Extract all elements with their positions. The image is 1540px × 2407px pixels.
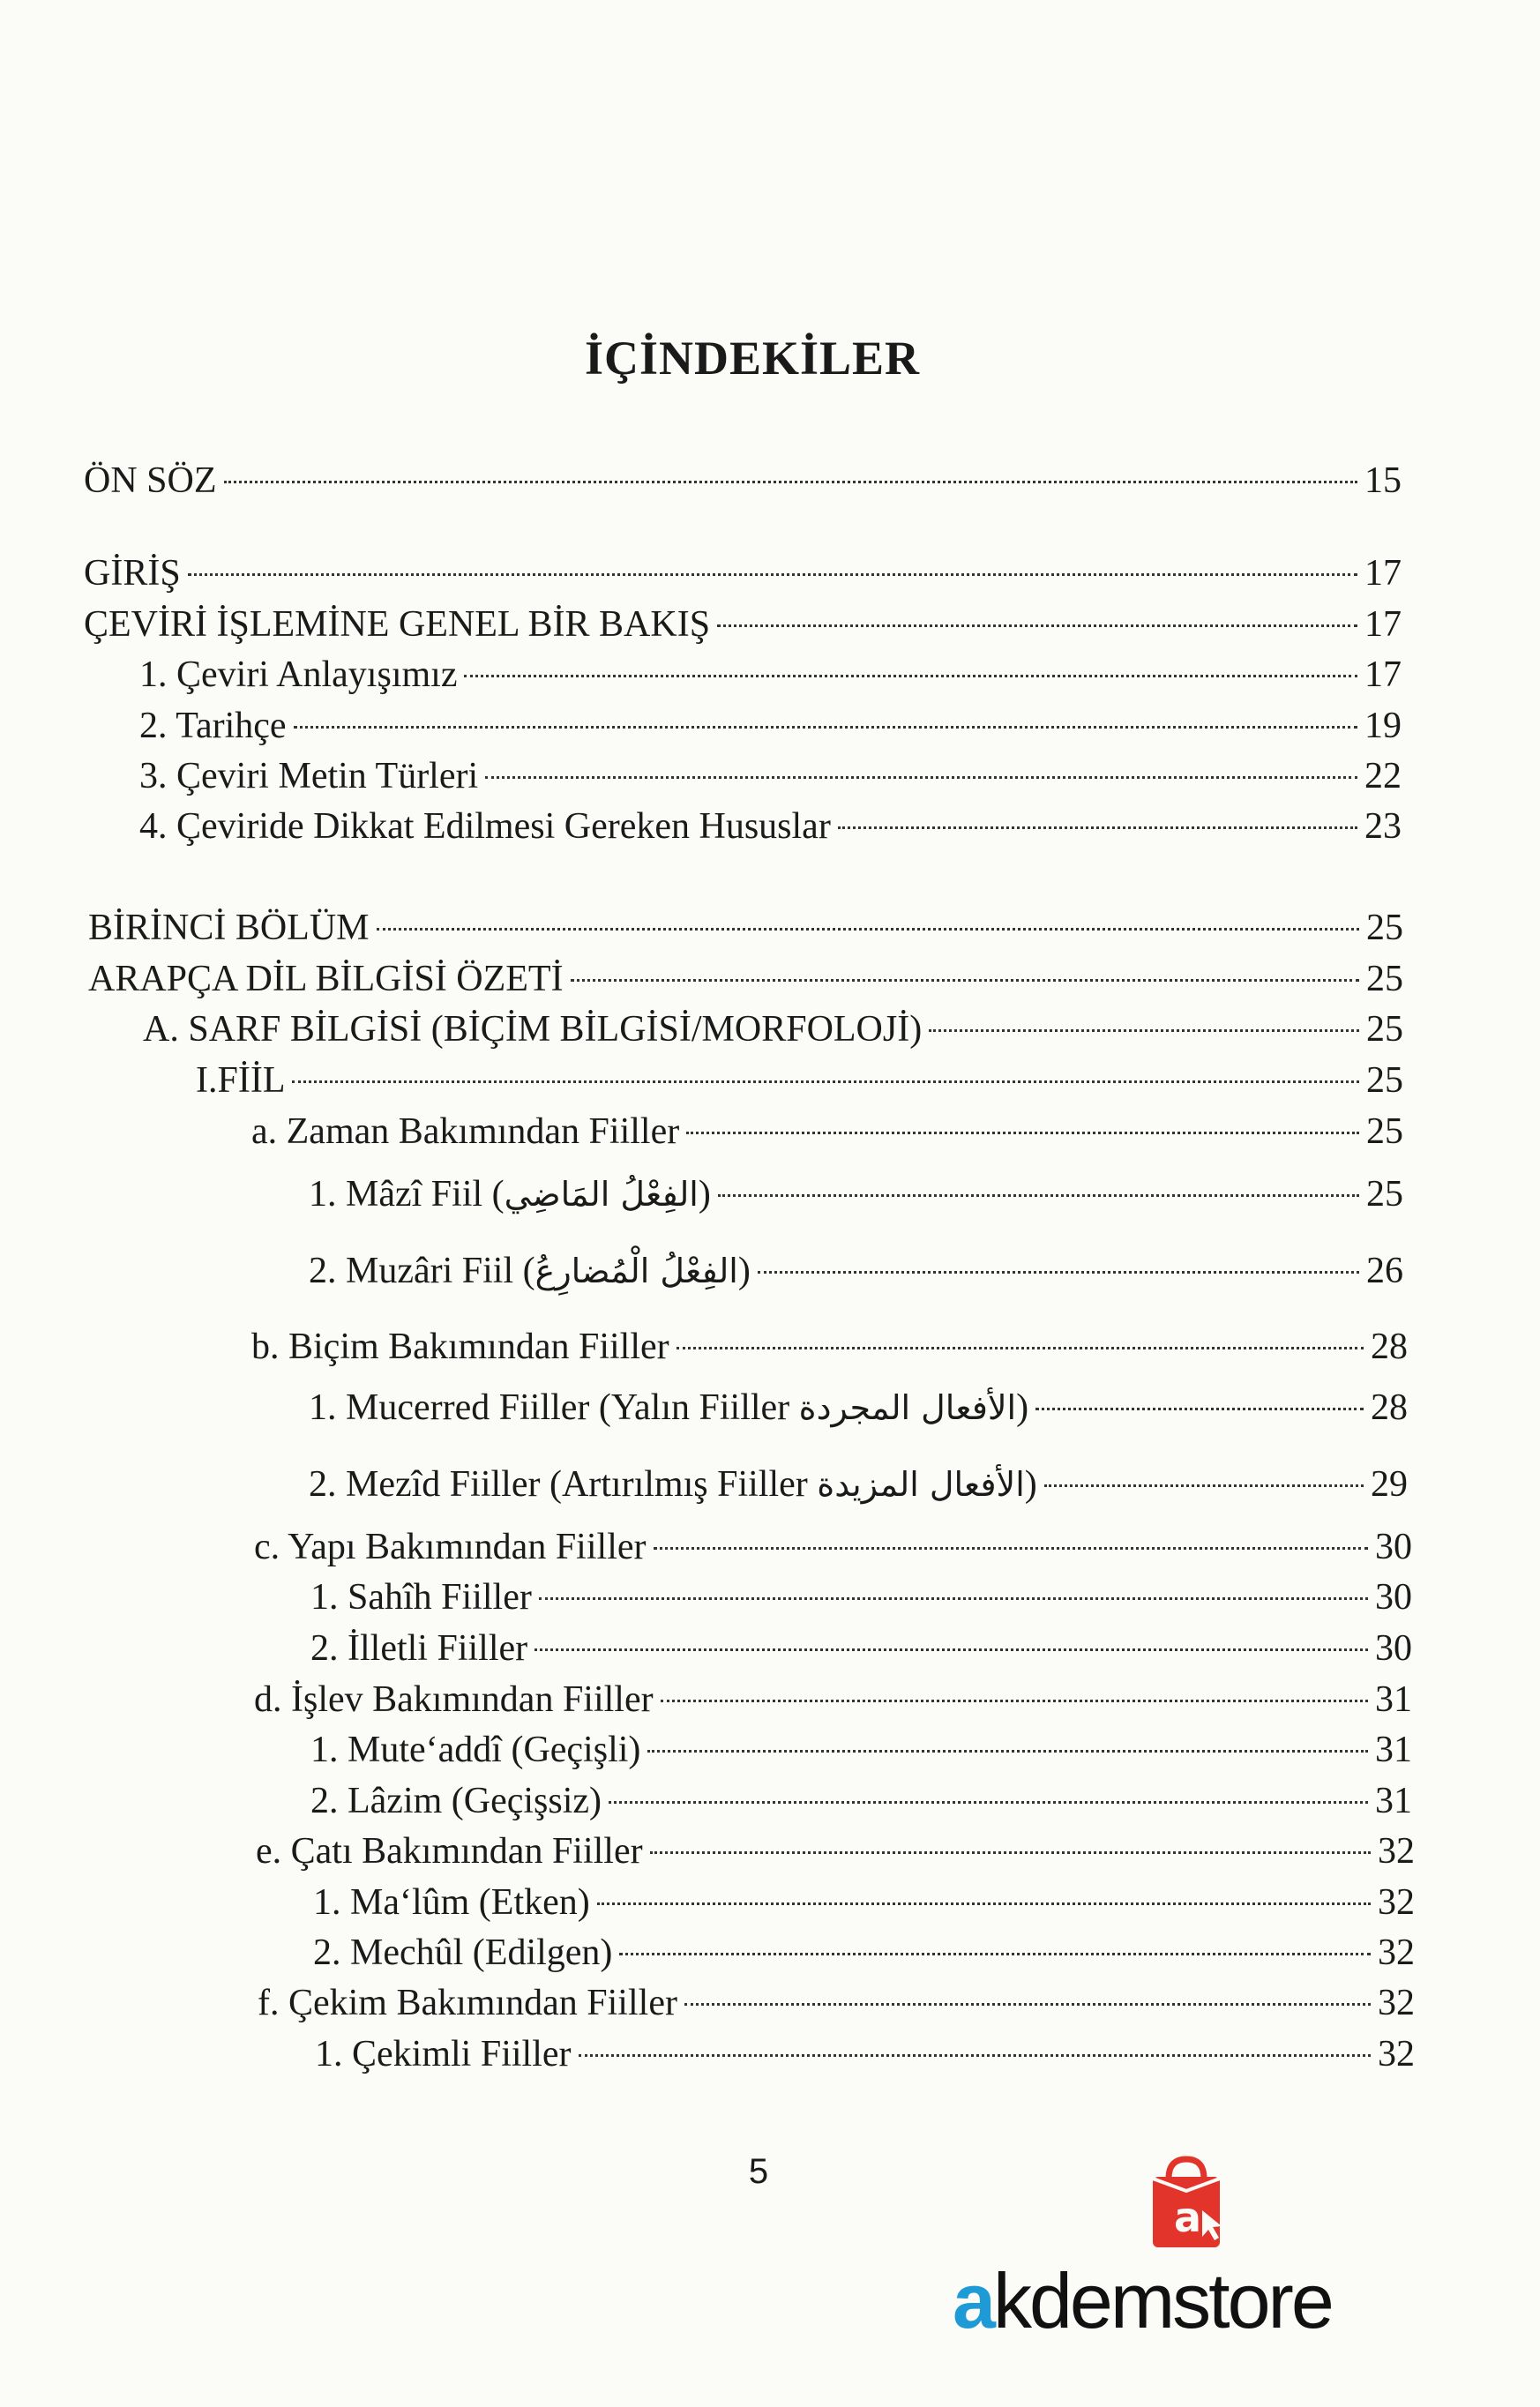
toc-entry-page: 32 <box>1378 1831 1415 1872</box>
arabic-term: الفِعْلُ الْمُضارِعُ <box>535 1252 738 1290</box>
toc-entry-page: 17 <box>1364 604 1402 645</box>
toc-entry-label: 2. Mezîd Fiiller (Artırılmış Fiiller الأفعال المزيدة) <box>309 1464 1037 1505</box>
toc-entry-label: c. Yapı Bakımından Fiiller <box>254 1527 647 1567</box>
toc-entry <box>84 549 1402 597</box>
toc-entry-label: 4. Çeviride Dikkat Edilmesi Gereken Hususlar <box>139 806 831 847</box>
toc-entry <box>309 1247 1403 1295</box>
toc-entry-label: f. Çekim Bakımından Fiiller <box>258 1983 677 2023</box>
toc-entry-page: 30 <box>1375 1628 1412 1669</box>
toc-entry <box>256 1828 1415 1875</box>
dot-leader <box>929 1029 1359 1032</box>
toc-entry-label: 1. Çekimli Fiiller <box>315 2034 572 2074</box>
toc-entry-page: 32 <box>1378 1983 1415 2023</box>
dot-leader <box>292 1080 1359 1083</box>
dot-leader <box>677 1347 1364 1349</box>
dot-leader <box>654 1547 1369 1550</box>
toc-entry-label: BİRİNCİ BÖLÜM <box>88 908 370 948</box>
toc-entry-label: 2. Mechûl (Edilgen) <box>313 1932 613 1973</box>
toc-entry-page: 32 <box>1378 1882 1415 1923</box>
book-bag-icon <box>1133 2152 1239 2258</box>
toc-entry <box>309 1384 1408 1431</box>
toc-entry <box>310 1777 1412 1825</box>
store-wordmark: akdemstore <box>953 2257 1332 2344</box>
dot-leader <box>188 573 1357 576</box>
page-title: İÇİNDEKİLER <box>584 332 921 385</box>
toc-entry-page: 25 <box>1366 1174 1403 1215</box>
dot-leader <box>464 675 1357 677</box>
toc-entry-label: b. Biçim Bakımından Fiiller <box>251 1327 669 1367</box>
toc-entry-label: 2. İlletli Fiiller <box>310 1628 528 1669</box>
toc-entry-label: 1. Mucerred Fiiller (Yalın Fiiller الأفعال المجردة) <box>309 1387 1029 1428</box>
dot-leader <box>535 1648 1368 1651</box>
toc-entry <box>315 2030 1415 2078</box>
toc-entry <box>310 1625 1412 1672</box>
toc-entry-label: a. Zaman Bakımından Fiiller <box>251 1111 680 1152</box>
dot-leader <box>1044 1484 1364 1487</box>
toc-entry-page: 28 <box>1371 1327 1408 1367</box>
store-watermark-logo <box>953 2152 1429 2355</box>
toc-entry-page: 32 <box>1378 2034 1415 2074</box>
toc-entry-label: 1. Çeviri Anlayışımız <box>139 654 458 695</box>
arabic-term: الأفعال المزيدة <box>817 1465 1025 1504</box>
dot-leader <box>718 1194 1359 1197</box>
toc-entry-page: 28 <box>1371 1387 1408 1428</box>
dot-leader <box>609 1801 1368 1804</box>
toc-entry-page: 17 <box>1364 553 1402 594</box>
toc-entry <box>313 1929 1415 1977</box>
toc-entry <box>84 601 1402 648</box>
dot-leader <box>717 624 1357 627</box>
dot-leader <box>539 1597 1368 1600</box>
toc-entry <box>313 1879 1415 1926</box>
toc-entry-page: 23 <box>1364 806 1402 847</box>
toc-entry-page: 22 <box>1364 756 1402 796</box>
toc-entry <box>310 1726 1412 1774</box>
toc-entry-page: 31 <box>1375 1730 1412 1770</box>
svg-text:a: a <box>1174 2194 1202 2241</box>
toc-entry-label: 2. Tarihçe <box>139 706 287 746</box>
dot-leader <box>571 979 1359 982</box>
toc-entry <box>88 904 1403 952</box>
toc-entry-page: 30 <box>1375 1577 1412 1618</box>
toc-entry <box>251 1108 1403 1155</box>
arabic-term: الأفعال المجردة <box>798 1388 1017 1427</box>
toc-entry-page: 25 <box>1366 1060 1403 1101</box>
toc-entry-page: 31 <box>1375 1781 1412 1821</box>
dot-leader <box>377 928 1359 931</box>
toc-entry <box>88 955 1403 1003</box>
toc-entry <box>84 457 1402 505</box>
toc-entry-label: I.FİİL <box>196 1060 286 1101</box>
toc-entry-label: 1. Mute‘addî (Geçişli) <box>310 1730 641 1770</box>
toc-entry-page: 25 <box>1366 959 1403 999</box>
page-number: 5 <box>748 2152 769 2191</box>
toc-entry <box>254 1676 1412 1723</box>
toc-entry <box>309 1461 1408 1508</box>
toc-entry-page: 26 <box>1366 1251 1403 1291</box>
dot-leader <box>294 726 1357 729</box>
toc-entry-label: 1. Mâzî Fiil (الفِعْلُ المَاضِي) <box>309 1174 711 1215</box>
dot-leader <box>647 1750 1368 1753</box>
toc-entry <box>310 1574 1412 1621</box>
dot-leader <box>579 2054 1372 2057</box>
dot-leader <box>1035 1408 1364 1410</box>
toc-entry <box>139 702 1402 750</box>
toc-entry-label: 3. Çeviri Metin Türleri <box>139 756 479 796</box>
toc-entry <box>139 651 1402 699</box>
toc-entry-label: A. SARF BİLGİSİ (BİÇİM BİLGİSİ/MORFOLOJİ) <box>143 1009 923 1050</box>
toc-entry <box>143 1005 1403 1053</box>
dot-leader <box>686 1132 1359 1134</box>
toc-entry-page: 25 <box>1366 1111 1403 1152</box>
dot-leader <box>684 2003 1371 2006</box>
dot-leader <box>485 776 1357 779</box>
toc-entry <box>251 1323 1408 1371</box>
toc-entry-label: GİRİŞ <box>84 553 181 594</box>
toc-entry <box>139 752 1402 800</box>
dot-leader <box>597 1902 1371 1905</box>
toc-entry-page: 31 <box>1375 1679 1412 1720</box>
dot-leader <box>224 481 1357 483</box>
arabic-term: الفِعْلُ المَاضِي <box>504 1175 699 1214</box>
toc-entry-label: 1. Sahîh Fiiller <box>310 1577 532 1618</box>
toc-entry-label: ARAPÇA DİL BİLGİSİ ÖZETİ <box>88 959 564 999</box>
toc-entry <box>196 1057 1403 1104</box>
toc-entry <box>254 1523 1412 1571</box>
toc-entry-page: 29 <box>1371 1464 1408 1505</box>
toc-entry-page: 19 <box>1364 706 1402 746</box>
dot-leader <box>619 1953 1371 1955</box>
toc-entry <box>309 1170 1403 1218</box>
toc-entry-page: 32 <box>1378 1932 1415 1973</box>
toc-entry-page: 17 <box>1364 654 1402 695</box>
toc-entry-label: e. Çatı Bakımından Fiiller <box>256 1831 643 1872</box>
toc-entry-label: ÇEVİRİ İŞLEMİNE GENEL BİR BAKIŞ <box>84 604 711 645</box>
dot-leader <box>838 826 1357 829</box>
toc-entry-page: 25 <box>1366 908 1403 948</box>
toc-entry-page: 30 <box>1375 1527 1412 1567</box>
dot-leader <box>758 1271 1359 1274</box>
toc-entry-label: 1. Ma‘lûm (Etken) <box>313 1882 590 1923</box>
toc-entry-label: ÖN SÖZ <box>84 460 217 501</box>
dot-leader <box>650 1851 1371 1854</box>
toc-entry-page: 15 <box>1364 460 1402 501</box>
toc-entry-label: d. İşlev Bakımından Fiiller <box>254 1679 654 1720</box>
toc-entry <box>139 803 1402 850</box>
toc-entry-page: 25 <box>1366 1009 1403 1050</box>
toc-entry <box>258 1979 1415 2027</box>
toc-entry-label: 2. Muzâri Fiil (الفِعْلُ الْمُضارِعُ) <box>309 1251 751 1291</box>
toc-entry-label: 2. Lâzim (Geçişsiz) <box>310 1781 602 1821</box>
dot-leader <box>661 1700 1368 1702</box>
